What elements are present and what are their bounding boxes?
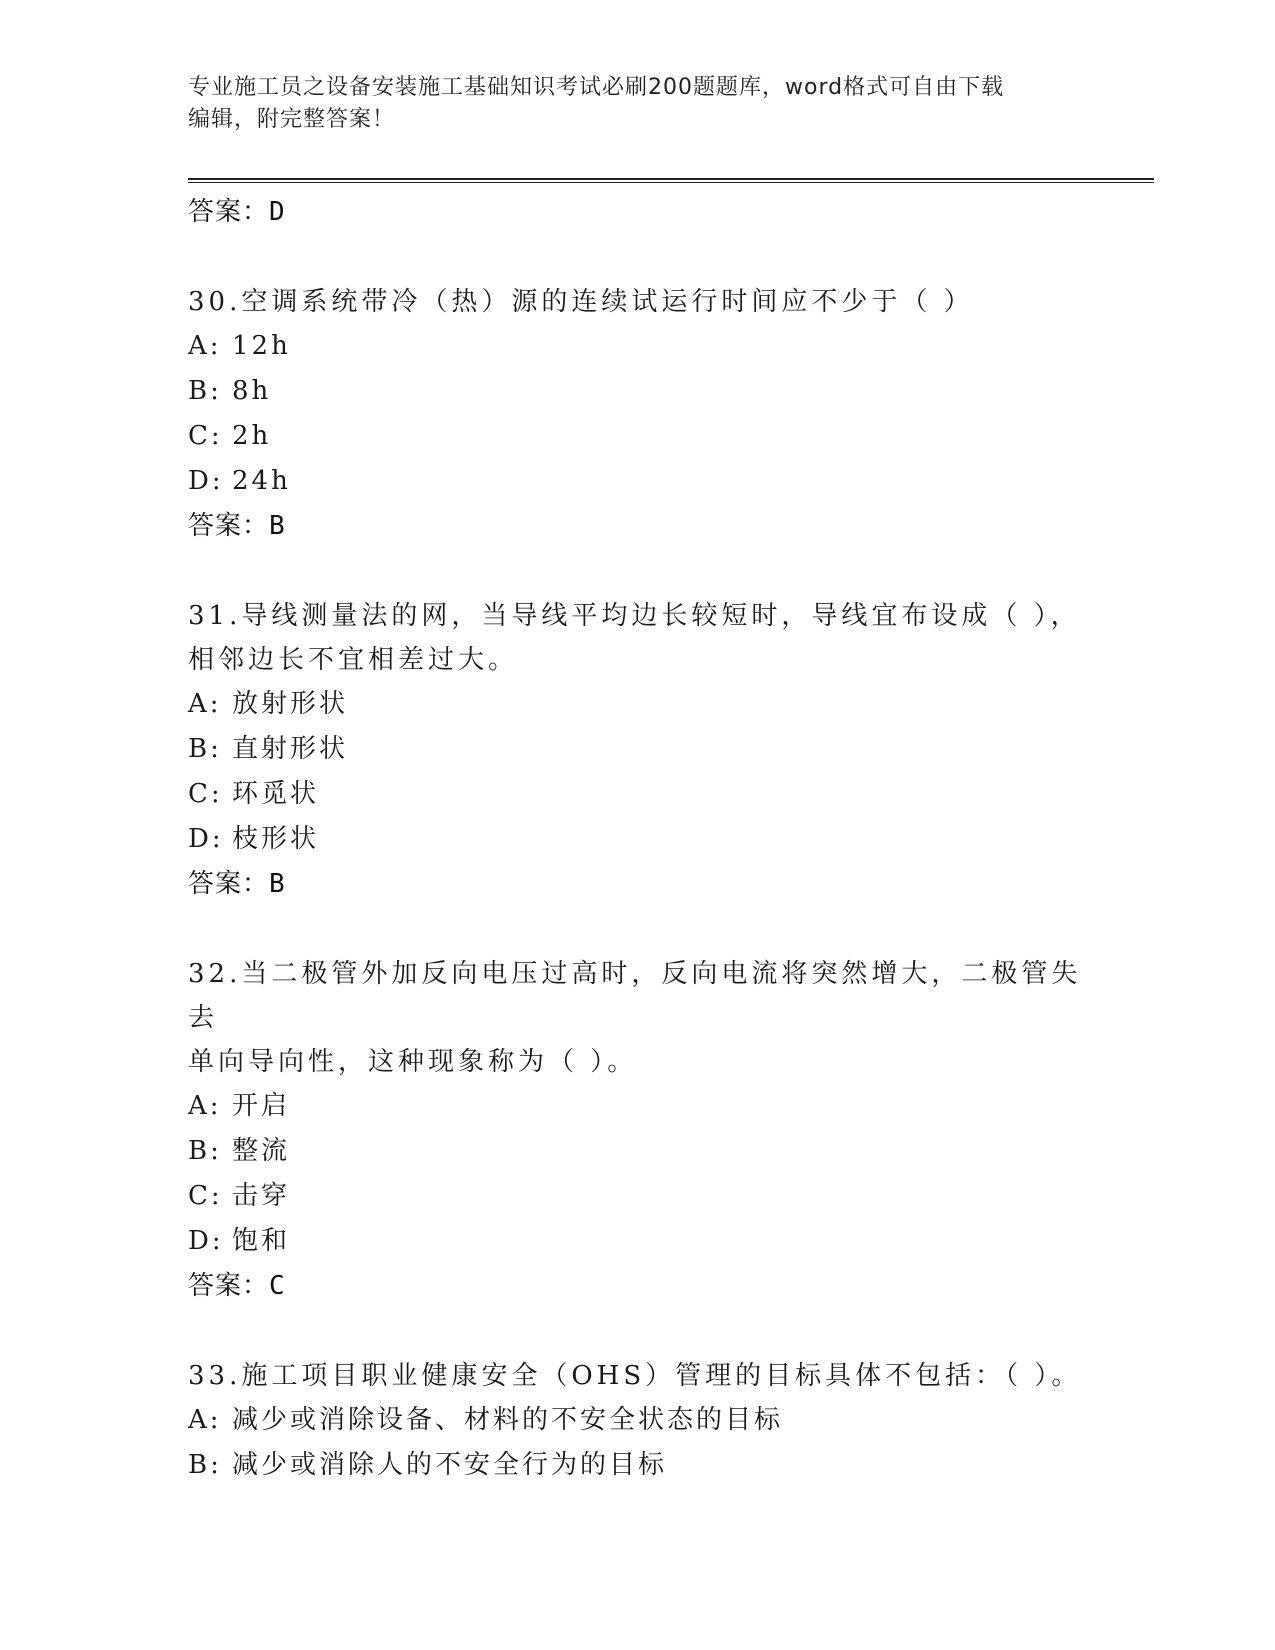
option-text: 减少或消除人的不安全行为的目标 [232, 1450, 668, 1480]
option-b [188, 727, 1088, 772]
option-text: 环觅状 [232, 779, 320, 809]
answer-value: D [269, 197, 286, 227]
option-text: 减少或消除设备、材料的不安全状态的目标 [232, 1405, 784, 1435]
option-c [188, 772, 1088, 817]
document-header [188, 72, 1088, 136]
header-title-line-2: 编辑，附完整答案！ [188, 107, 396, 132]
question-text-line-2: 单向导向性，这种现象称为（ ）。 [188, 1047, 638, 1077]
answer-line [188, 504, 1088, 548]
question-block [188, 952, 1088, 1308]
option-a [188, 324, 1088, 369]
header-title-line-1: 专业施工员之设备安装施工基础知识考试必刷200题题库，word格式可自由下载 [188, 75, 1005, 100]
answer-label: 答案： [188, 1271, 270, 1301]
option-letter: C: [188, 779, 223, 809]
option-d [188, 1219, 1088, 1264]
option-c [188, 1174, 1088, 1219]
option-letter: B: [188, 376, 222, 406]
option-text: 24h [232, 466, 291, 496]
option-text: 整流 [232, 1136, 291, 1166]
answer-value: C [269, 1271, 286, 1301]
answer-line [188, 1264, 1088, 1308]
option-letter: D: [188, 824, 224, 854]
option-text: 开启 [232, 1091, 291, 1121]
option-letter: A: [188, 689, 222, 719]
option-letter: A: [188, 1091, 222, 1121]
answer-label: 答案： [188, 869, 270, 899]
option-text: 8h [232, 376, 272, 406]
option-text: 直射形状 [232, 734, 349, 764]
option-letter: B: [188, 1136, 222, 1166]
option-a [188, 682, 1088, 727]
question-text-line-2: 相邻边长不宜相差过大。 [188, 645, 519, 675]
option-text: 放射形状 [232, 689, 349, 719]
option-letter: C: [188, 1181, 223, 1211]
option-letter: B: [188, 1450, 222, 1480]
question-text: 30.空调系统带冷（热）源的连续试运行时间应不少于（ ） [188, 287, 974, 317]
option-letter: D: [188, 1226, 224, 1256]
question-block [188, 280, 1088, 548]
answer-value: B [269, 511, 286, 541]
option-b [188, 369, 1088, 414]
option-text: 击穿 [232, 1181, 291, 1211]
option-letter: A: [188, 1405, 222, 1435]
header-divider [188, 178, 1154, 183]
question-text: 33.施工项目职业健康安全（OHS）管理的目标具体不包括：（ ）。 [188, 1361, 1082, 1391]
answer-label: 答案： [188, 511, 270, 541]
option-text: 2h [232, 421, 272, 451]
question-text-line-1: 32.当二极管外加反向电压过高时，反向电流将突然增大，二极管失去 [188, 959, 1082, 1033]
option-text: 12h [232, 331, 291, 361]
question-block [188, 1354, 1088, 1488]
option-letter: B: [188, 734, 222, 764]
question-block [188, 594, 1088, 906]
answer-line [188, 190, 1088, 234]
option-d [188, 817, 1088, 862]
option-letter: A: [188, 331, 222, 361]
question-text-line-1: 31.导线测量法的网，当导线平均边长较短时，导线宜布设成（ ）， [188, 601, 1081, 631]
option-b [188, 1129, 1088, 1174]
option-text: 饱和 [232, 1226, 291, 1256]
option-a [188, 1398, 1088, 1443]
option-b [188, 1443, 1088, 1488]
document-body [188, 190, 1088, 1488]
option-d [188, 459, 1088, 504]
option-a [188, 1084, 1088, 1129]
option-letter: D: [188, 466, 224, 496]
option-letter: C: [188, 421, 223, 451]
answer-line [188, 862, 1088, 906]
answer-value: B [269, 869, 286, 899]
option-text: 枝形状 [232, 824, 320, 854]
option-c [188, 414, 1088, 459]
answer-label: 答案： [188, 197, 270, 227]
